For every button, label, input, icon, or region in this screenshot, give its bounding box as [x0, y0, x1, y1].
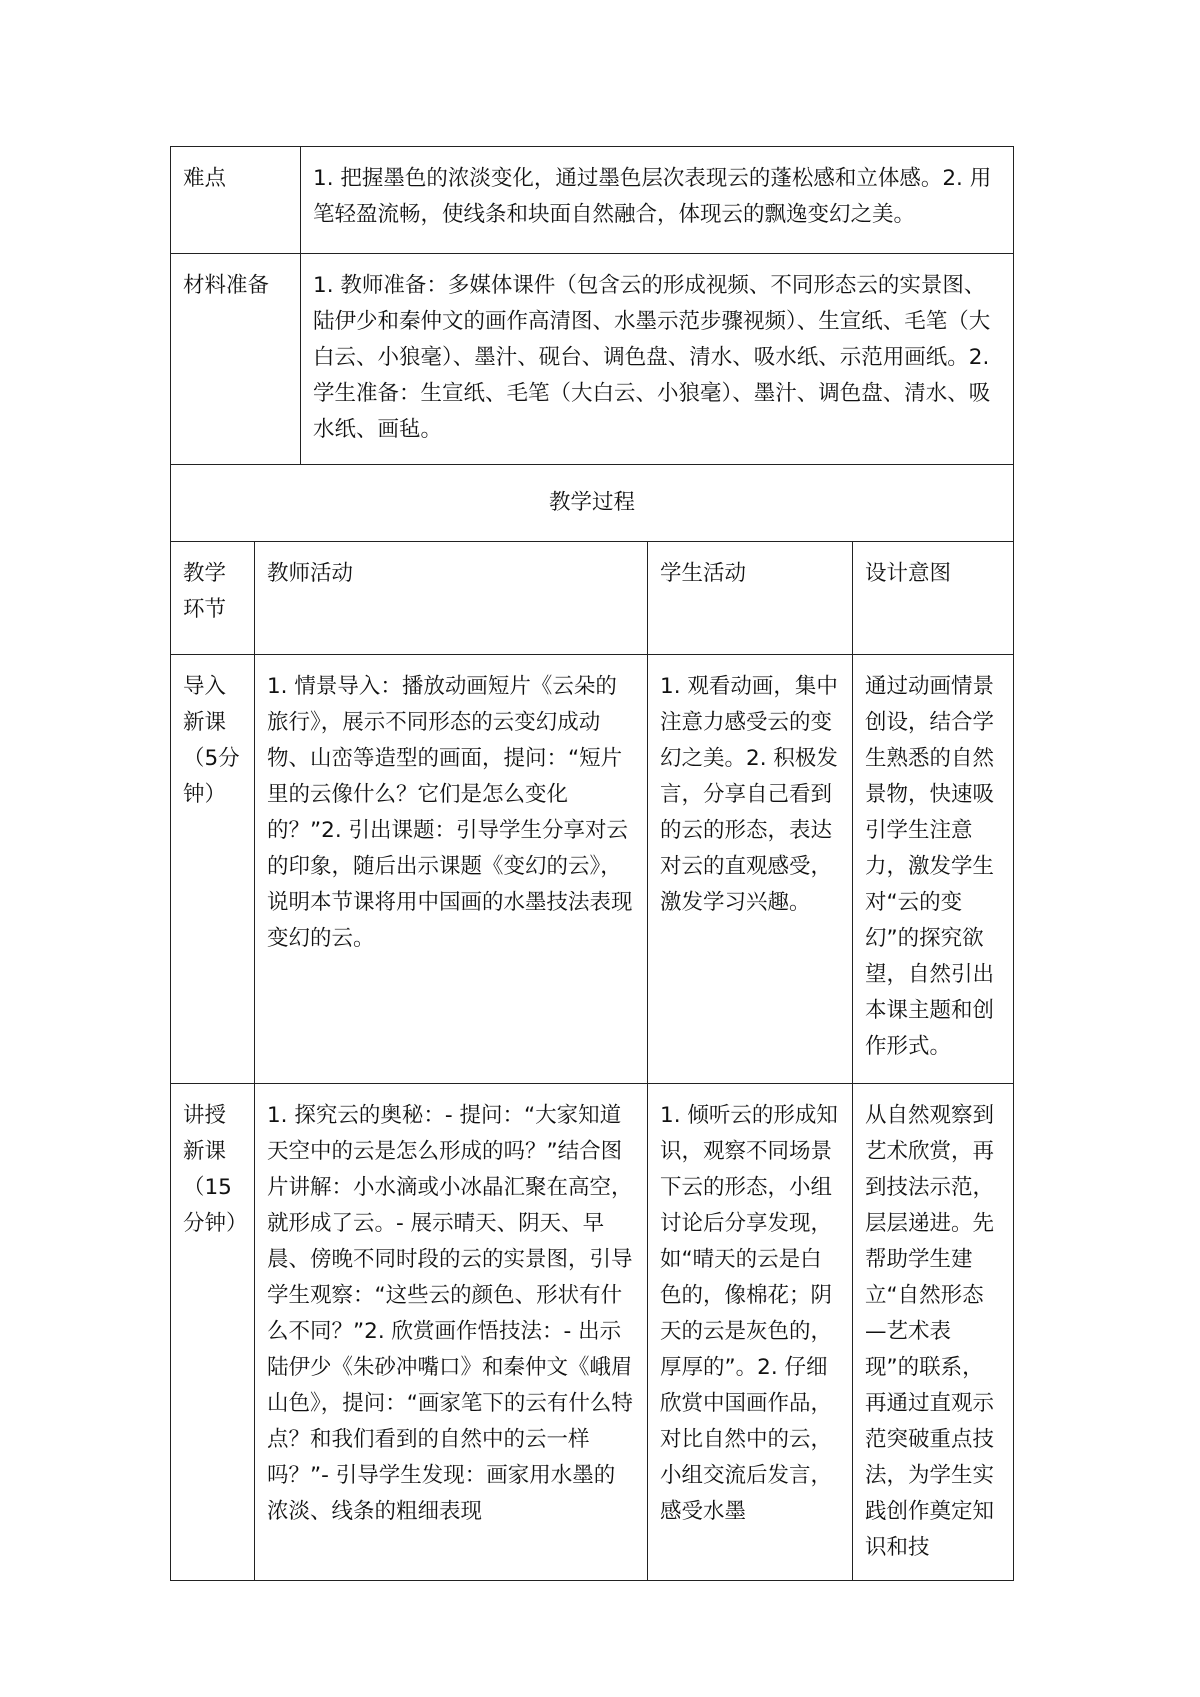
stage-header: 教学环节: [171, 542, 255, 655]
process-title-row: [171, 465, 1014, 542]
teacher-activity-cell: 1. 探究云的奥秘：- 提问：“大家知道天空中的云是怎么形成的吗？”结合图片讲解：小水滴或小冰晶汇聚在高空，就形成了云。- 展示晴天、阴天、早晨、傍晚不同时段的云的实景图，引导学生观察：“这些云的颜色、形状有什么不同？”2. 欣赏画作悟技法：- 出示陆伊少《朱砂冲嘴口》和秦仲文《峨眉山色》，提问：“画家笔下的云有什么特点？和我们看到的自然中的云一样吗？”- 引导学生发现：画家用水墨的浓淡、线条的粗细表现: [255, 1084, 648, 1581]
table-row: [171, 1084, 1014, 1581]
materials-content: 1. 教师准备：多媒体课件（包含云的形成视频、不同形态云的实景图、陆伊少和秦仲文的画作高清图、水墨示范步骤视频）、生宣纸、毛笔（大白云、小狼毫）、墨汁、砚台、调色盘、清水、吸水纸、示范用画纸。2. 学生准备：生宣纸、毛笔（大白云、小狼毫）、墨汁、调色盘、清水、吸水纸、画毡。: [301, 254, 1014, 465]
intent-header: 设计意图: [853, 542, 1014, 655]
table-row: [171, 655, 1014, 1084]
student-header: 学生活动: [648, 542, 853, 655]
difficulty-row: [171, 147, 1014, 254]
design-intent-cell: 通过动画情景创设，结合学生熟悉的自然景物，快速吸引学生注意力，激发学生对“云的变幻”的探究欲望，自然引出本课主题和创作形式。: [853, 655, 1014, 1084]
process-title: 教学过程: [171, 465, 1014, 542]
stage-cell: 讲授新课（15分钟）: [171, 1084, 255, 1581]
lesson-plan-table: [170, 146, 1014, 1581]
teacher-header: 教师活动: [255, 542, 648, 655]
student-activity-cell: 1. 倾听云的形成知识，观察不同场景下云的形态，小组讨论后分享发现，如“晴天的云是白色的，像棉花；阴天的云是灰色的，厚厚的”。2. 仔细欣赏中国画作品，对比自然中的云，小组交流后发言，感受水墨: [648, 1084, 853, 1581]
difficulty-content: 1. 把握墨色的浓淡变化，通过墨色层次表现云的蓬松感和立体感。2. 用笔轻盈流畅，使线条和块面自然融合，体现云的飘逸变幻之美。: [301, 147, 1014, 254]
difficulty-label: 难点: [171, 147, 301, 254]
design-intent-cell: 从自然观察到艺术欣赏，再到技法示范，层层递进。先帮助学生建立“自然形态—艺术表现”的联系，再通过直观示范突破重点技法，为学生实践创作奠定知识和技: [853, 1084, 1014, 1581]
teacher-activity-cell: 1. 情景导入：播放动画短片《云朵的旅行》，展示不同形态的云变幻成动物、山峦等造型的画面，提问：“短片里的云像什么？它们是怎么变化的？”2. 引出课题：引导学生分享对云的印象，随后出示课题《变幻的云》，说明本节课将用中国画的水墨技法表现变幻的云。: [255, 655, 648, 1084]
materials-row: [171, 254, 1014, 465]
student-activity-cell: 1. 观看动画，集中注意力感受云的变幻之美。2. 积极发言，分享自己看到的云的形态，表达对云的直观感受，激发学习兴趣。: [648, 655, 853, 1084]
materials-label: 材料准备: [171, 254, 301, 465]
stage-cell: 导入新课（5分钟）: [171, 655, 255, 1084]
column-header-row: [171, 542, 1014, 655]
